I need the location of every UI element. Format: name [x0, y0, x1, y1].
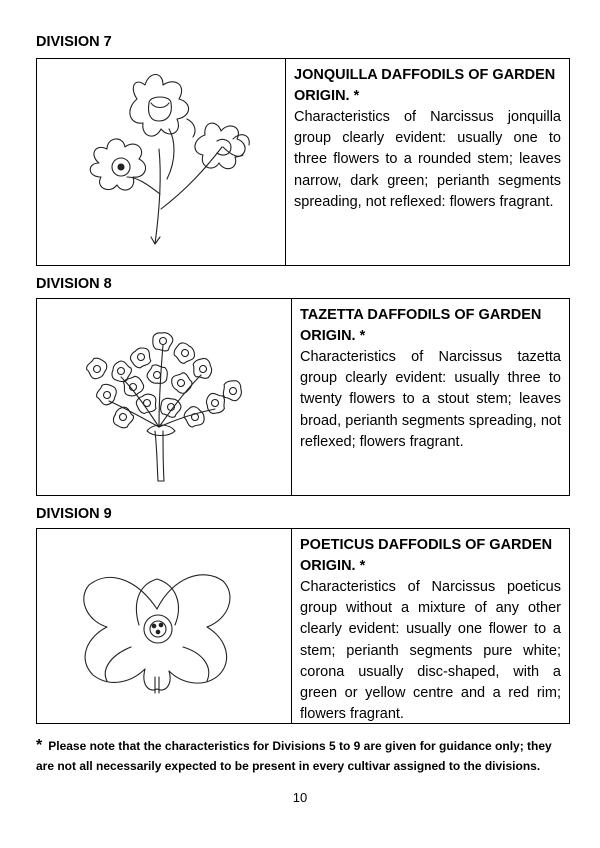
- division-9-heading: DIVISION 9: [36, 506, 112, 522]
- division-9-illustration-cell: [37, 529, 292, 723]
- poeticus-flower-illustration: [37, 529, 291, 723]
- division-7-heading: DIVISION 7: [36, 34, 112, 50]
- division-9-description: Characteristics of Narcissus poeticus group without a mixture of any other clearly evident: usually one flower to a stem; perianth segments pure white; corona usually disc-shaped, with a green or yellow centre and a red rim; flowers fragrant.: [300, 579, 561, 723]
- division-9-box: [36, 528, 570, 724]
- footnote-text: Please note that the characteristics for Divisions 5 to 9 are given for guidance only; they are not all necessarily expected to be present in every cultivar assigned to the divisions.: [36, 739, 552, 773]
- division-7-description: Characteristics of Narcissus jonquilla group clearly evident: usually one to three flowers to a rounded stem; leaves narrow, dark green; perianth segments spreading, not reflexed: flowers fragrant.: [294, 109, 561, 210]
- division-9-description-cell: [291, 529, 569, 725]
- division-7-box: [36, 58, 570, 266]
- page-number: 10: [292, 790, 308, 805]
- tazetta-floret: [96, 384, 117, 406]
- jonquilla-flower-illustration: [37, 59, 285, 265]
- footnote-marker: *: [36, 737, 43, 754]
- division-7-description-cell: [285, 59, 569, 213]
- division-8-title: TAZETTA DAFFODILS OF GARDEN ORIGIN. *: [300, 307, 542, 344]
- tazetta-floret: [171, 341, 197, 366]
- tazetta-floret: [145, 363, 169, 386]
- tazetta-floret: [181, 404, 209, 431]
- tazetta-floret: [202, 389, 229, 416]
- division-8-illustration-cell: [37, 299, 292, 495]
- division-7-title: JONQUILLA DAFFODILS OF GARDEN ORIGIN. *: [294, 67, 556, 104]
- tazetta-floret: [84, 356, 108, 381]
- tazetta-floret: [219, 378, 245, 404]
- division-8-heading: DIVISION 8: [36, 276, 112, 292]
- division-8-box: [36, 298, 570, 496]
- division-9-title: POETICUS DAFFODILS OF GARDEN ORIGIN. *: [300, 537, 553, 574]
- tazetta-flower-cluster-illustration: [37, 299, 291, 495]
- tazetta-floret: [112, 406, 135, 430]
- footnote: [36, 736, 570, 776]
- tazetta-floret: [168, 369, 195, 395]
- division-8-description: Characteristics of Narcissus tazetta group clearly evident: usually three to twenty flowers to a stout stem; leaves broad, perianth segments spreading, not reflexed; flowers fragrant.: [300, 349, 561, 450]
- division-8-description-cell: [291, 299, 569, 453]
- division-7-illustration-cell: [37, 59, 286, 265]
- tazetta-floret: [150, 330, 175, 354]
